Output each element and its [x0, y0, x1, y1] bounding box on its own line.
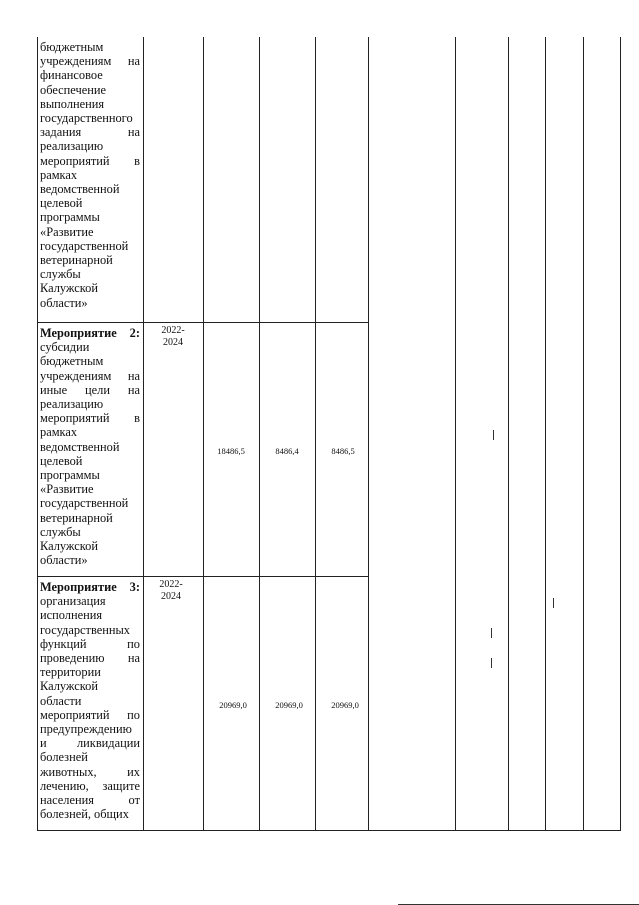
row-1-description — [40, 40, 140, 310]
table-col-divider-5 — [368, 37, 369, 831]
row-2-value-2: 8486,4 — [275, 446, 299, 456]
table-col-divider-6 — [455, 37, 456, 831]
row-3-years: 2022- 2024 — [159, 579, 183, 602]
table-border-bottom — [37, 830, 368, 831]
table-col-divider-9 — [583, 37, 584, 831]
row-2-value-1: 18486,5 — [217, 446, 245, 456]
row-2-description — [40, 326, 140, 567]
table-col-divider-8 — [545, 37, 546, 831]
row-3-value-2: 20969,0 — [275, 700, 303, 710]
row-3-value-3: 20969,0 — [331, 700, 359, 710]
row-divider-2 — [37, 576, 368, 577]
row-1-text: бюджетным учреждениям на финансовое обеспечение выполнения государственного задания на реализацию мероприятий в рамках ведомственной целевой программы «Развитие государственной ветеринарной службы Калужской области» — [40, 40, 140, 310]
table-col-divider-3 — [259, 37, 260, 831]
row-3-title: Мероприятие 3: — [40, 580, 140, 594]
row-2-title: Мероприятие 2: — [40, 326, 140, 340]
table-col-divider-1 — [143, 37, 144, 831]
table-border-bottom-right — [368, 830, 621, 831]
row-2-years: 2022- 2024 — [161, 325, 185, 348]
scan-mark-3 — [491, 628, 492, 638]
row-3-description — [40, 580, 140, 821]
table-col-divider-4 — [315, 37, 316, 831]
table-col-divider-2 — [203, 37, 204, 831]
scan-mark-2 — [553, 598, 554, 608]
table-border-right — [620, 37, 621, 831]
table-col-divider-7 — [508, 37, 509, 831]
scan-mark-1 — [493, 430, 494, 440]
row-3-text: организация исполнения государственных функций по проведению на территории Калужской области мероприятий по предупреждению и ликвидации болезней животных, их лечению, защите населения от болезней, общих — [40, 594, 140, 822]
row-3-value-1: 20969,0 — [219, 700, 247, 710]
row-2-value-3: 8486,5 — [331, 446, 355, 456]
table-border-left — [37, 37, 38, 831]
row-divider-1 — [37, 322, 368, 323]
row-2-text: субсидии бюджетным учреждениям на иные цели на реализацию мероприятий в рамках ведомственной целевой программы «Развитие государственной ветеринарной службы Калужской области» — [40, 340, 140, 568]
scan-mark-4 — [491, 658, 492, 668]
